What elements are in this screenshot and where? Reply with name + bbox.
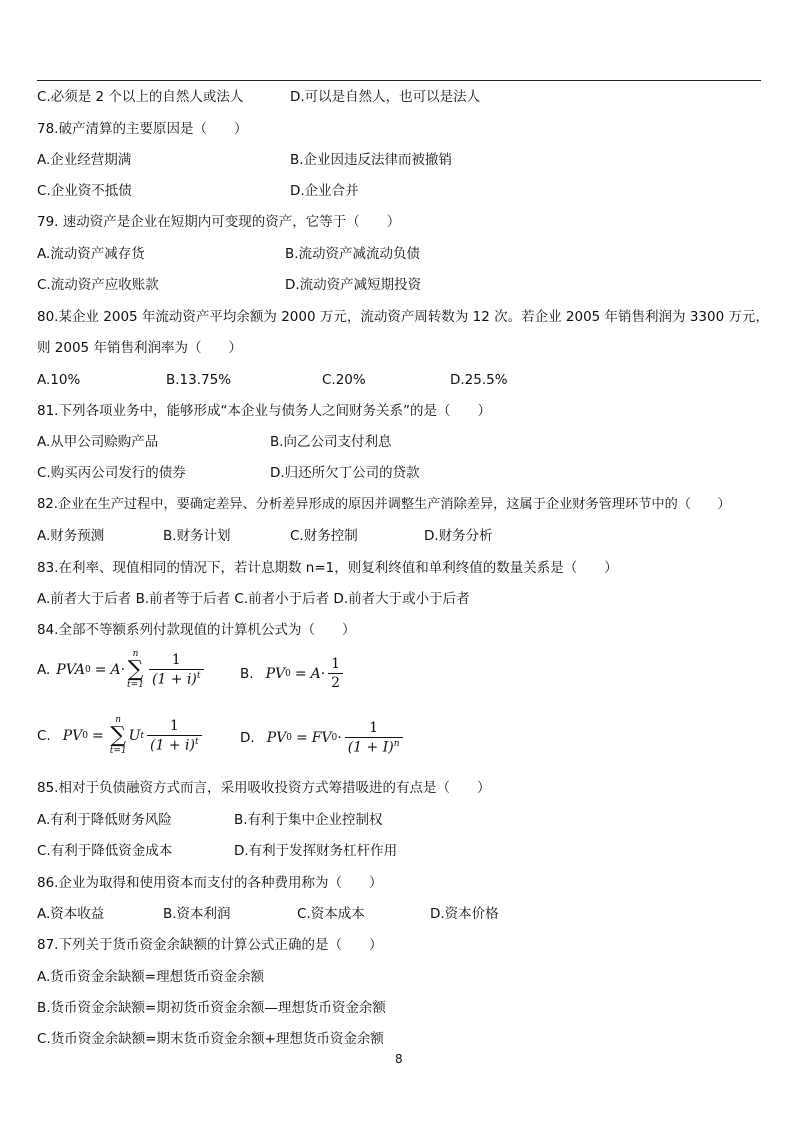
q77-option-d: D.可以是自然人，也可以是法人 — [290, 89, 481, 105]
question-80-line1: 80.某企业 2005 年流动资产平均余额为 2000 万元，流动资产周转数为 12 次。若企业 2005 年销售利润为 3300 万元， — [37, 309, 769, 325]
q87-option-a: A.货币资金余缺额=理想货币资金余额 — [37, 969, 265, 985]
pv-symbol: PV — [265, 665, 286, 682]
fraction — [147, 718, 202, 754]
question-79: 79. 速动资产是企业在短期内可变现的资产，它等于（ ） — [37, 214, 401, 230]
question-80-line2: 则 2005 年销售利润率为（ ） — [37, 340, 242, 356]
page-number: 8 — [395, 1052, 403, 1066]
sigma-symbol: ∑ — [127, 657, 144, 682]
q83-options: A.前者大于后者 B.前者等于后者 C.前者小于后者 D.前者大于或小于后者 — [37, 591, 470, 607]
pva-symbol: PVA — [56, 662, 85, 678]
numerator: 1 — [369, 720, 379, 736]
equals-sign: = — [91, 728, 104, 744]
q78-option-c: C.企业资不抵债 — [37, 183, 132, 199]
q85-option-d: D.有利于发挥财务杠杆作用 — [234, 843, 398, 859]
numerator: 1 — [331, 656, 341, 672]
denominator — [345, 737, 403, 756]
equals-sign: = — [294, 665, 307, 682]
q80-option-c: C.20% — [322, 372, 366, 388]
dot-operator: · — [337, 729, 342, 746]
pv-symbol: PV — [266, 729, 287, 746]
subscript-zero: 0 — [285, 668, 291, 679]
question-82: 82.企业在生产过程中，要确定差异、分析差异形成的原因并调整生产消除差异，这属于企业财务管理环节中的（ ） — [37, 497, 731, 512]
u-symbol: U — [128, 728, 141, 744]
subscript-zero: 0 — [331, 732, 338, 743]
summation — [110, 716, 127, 756]
denominator: 2 — [328, 673, 343, 691]
equals-sign: = — [295, 729, 308, 746]
q81-option-d: D.归还所欠丁公司的贷款 — [270, 465, 420, 481]
q80-option-d: D.25.5% — [450, 372, 508, 388]
q84-option-a-formula — [37, 650, 207, 690]
q81-option-a: A.从甲公司赊购产品 — [37, 434, 159, 450]
exponent-t: t — [196, 671, 201, 682]
a-symbol: A — [310, 665, 321, 682]
fraction — [149, 652, 204, 688]
q82-option-d: D.财务分析 — [424, 528, 493, 544]
denominator-base: (1 + i) — [151, 671, 197, 688]
q79-option-c: C.流动资产应收账款 — [37, 277, 159, 293]
q82-option-b: B.财务计划 — [163, 528, 231, 544]
q82-option-a: A.财务预测 — [37, 528, 105, 544]
denominator-base: (1 + i) — [150, 737, 195, 754]
sum-upper-limit: n — [115, 715, 122, 725]
a-symbol: A — [110, 662, 121, 678]
dot-operator: · — [320, 665, 326, 682]
q86-option-a: A.资本收益 — [37, 906, 105, 922]
q84-option-c-label: C. — [37, 728, 51, 744]
fraction — [328, 656, 343, 691]
sum-lower-limit: t=1 — [109, 746, 127, 756]
q78-option-b: B.企业因违反法律而被撤销 — [290, 152, 453, 168]
q84-option-b-formula — [240, 656, 346, 691]
sigma-symbol: ∑ — [110, 723, 127, 748]
q80-option-a: A.10% — [37, 372, 81, 388]
denominator — [149, 669, 204, 688]
q84-option-a-label: A. — [37, 662, 51, 678]
exponent-t: t — [195, 737, 199, 748]
sum-lower-limit: t=1 — [127, 680, 144, 690]
q85-option-b: B.有利于集中企业控制权 — [234, 812, 383, 828]
q82-option-c: C.财务控制 — [290, 528, 358, 544]
q86-option-c: C.资本成本 — [297, 906, 365, 922]
q86-option-d: D.资本价格 — [430, 906, 499, 922]
q86-option-b: B.资本利润 — [163, 906, 231, 922]
q84-option-c-formula — [37, 716, 205, 756]
subscript-zero: 0 — [85, 665, 91, 675]
summation — [127, 650, 144, 690]
numerator: 1 — [169, 718, 179, 735]
q81-option-c: C.购买丙公司发行的债券 — [37, 465, 186, 481]
exponent-n: n — [393, 739, 400, 749]
question-83: 83.在利率、现值相同的情况下，若计息期数 n=1，则复利终值和单利终值的数量关系是（ ） — [37, 560, 618, 576]
q81-option-b: B.向乙公司支付利息 — [270, 434, 392, 450]
q79-option-d: D.流动资产减短期投资 — [285, 277, 422, 293]
q87-option-c: C.货币资金余缺额=期末货币资金余额+理想货币资金余额 — [37, 1031, 384, 1047]
question-85: 85.相对于负债融资方式而言，采用吸收投资方式筹措吸进的有点是（ ） — [37, 780, 491, 796]
sum-upper-limit: n — [132, 649, 139, 659]
q79-option-b: B.流动资产减流动负债 — [285, 246, 421, 262]
dot-operator: · — [120, 662, 126, 678]
numerator: 1 — [171, 652, 181, 669]
q84-option-d-formula — [240, 720, 406, 756]
q85-option-c: C.有利于降低资金成本 — [37, 843, 173, 859]
question-87: 87.下列关于货币资金余缺额的计算公式正确的是（ ） — [37, 937, 383, 953]
q77-option-c: C.必须是 2 个以上的自然人或法人 — [37, 89, 244, 105]
question-81: 81.下列各项业务中，能够形成“本企业与债务人之间财务关系”的是（ ） — [37, 403, 491, 419]
fv-symbol: FV — [311, 729, 332, 746]
question-78: 78.破产清算的主要原因是（ ） — [37, 121, 248, 137]
q78-option-d: D.企业合并 — [290, 183, 359, 199]
q85-option-a: A.有利于降低财务风险 — [37, 812, 172, 828]
question-84: 84.全部不等额系列付款现值的计算机公式为（ ） — [37, 622, 356, 638]
pv-symbol: PV — [62, 728, 83, 744]
question-86: 86.企业为取得和使用资本而支付的各种费用称为（ ） — [37, 875, 383, 891]
denominator — [147, 735, 202, 754]
denominator-base: (1 + I) — [347, 739, 394, 756]
q84-option-d-label: D. — [240, 729, 255, 746]
q84-option-b-label: B. — [240, 665, 254, 682]
subscript-zero: 0 — [286, 732, 292, 743]
subscript-zero: 0 — [82, 731, 88, 741]
header-rule — [37, 80, 761, 81]
equals-sign: = — [94, 662, 107, 678]
q79-option-a: A.流动资产减存货 — [37, 246, 145, 262]
q80-option-b: B.13.75% — [166, 372, 232, 388]
q78-option-a: A.企业经营期满 — [37, 152, 132, 168]
subscript-t: t — [140, 731, 145, 741]
q87-option-b: B.货币资金余缺额=期初货币资金余额—理想货币资金余额 — [37, 1000, 386, 1016]
fraction — [345, 720, 403, 756]
